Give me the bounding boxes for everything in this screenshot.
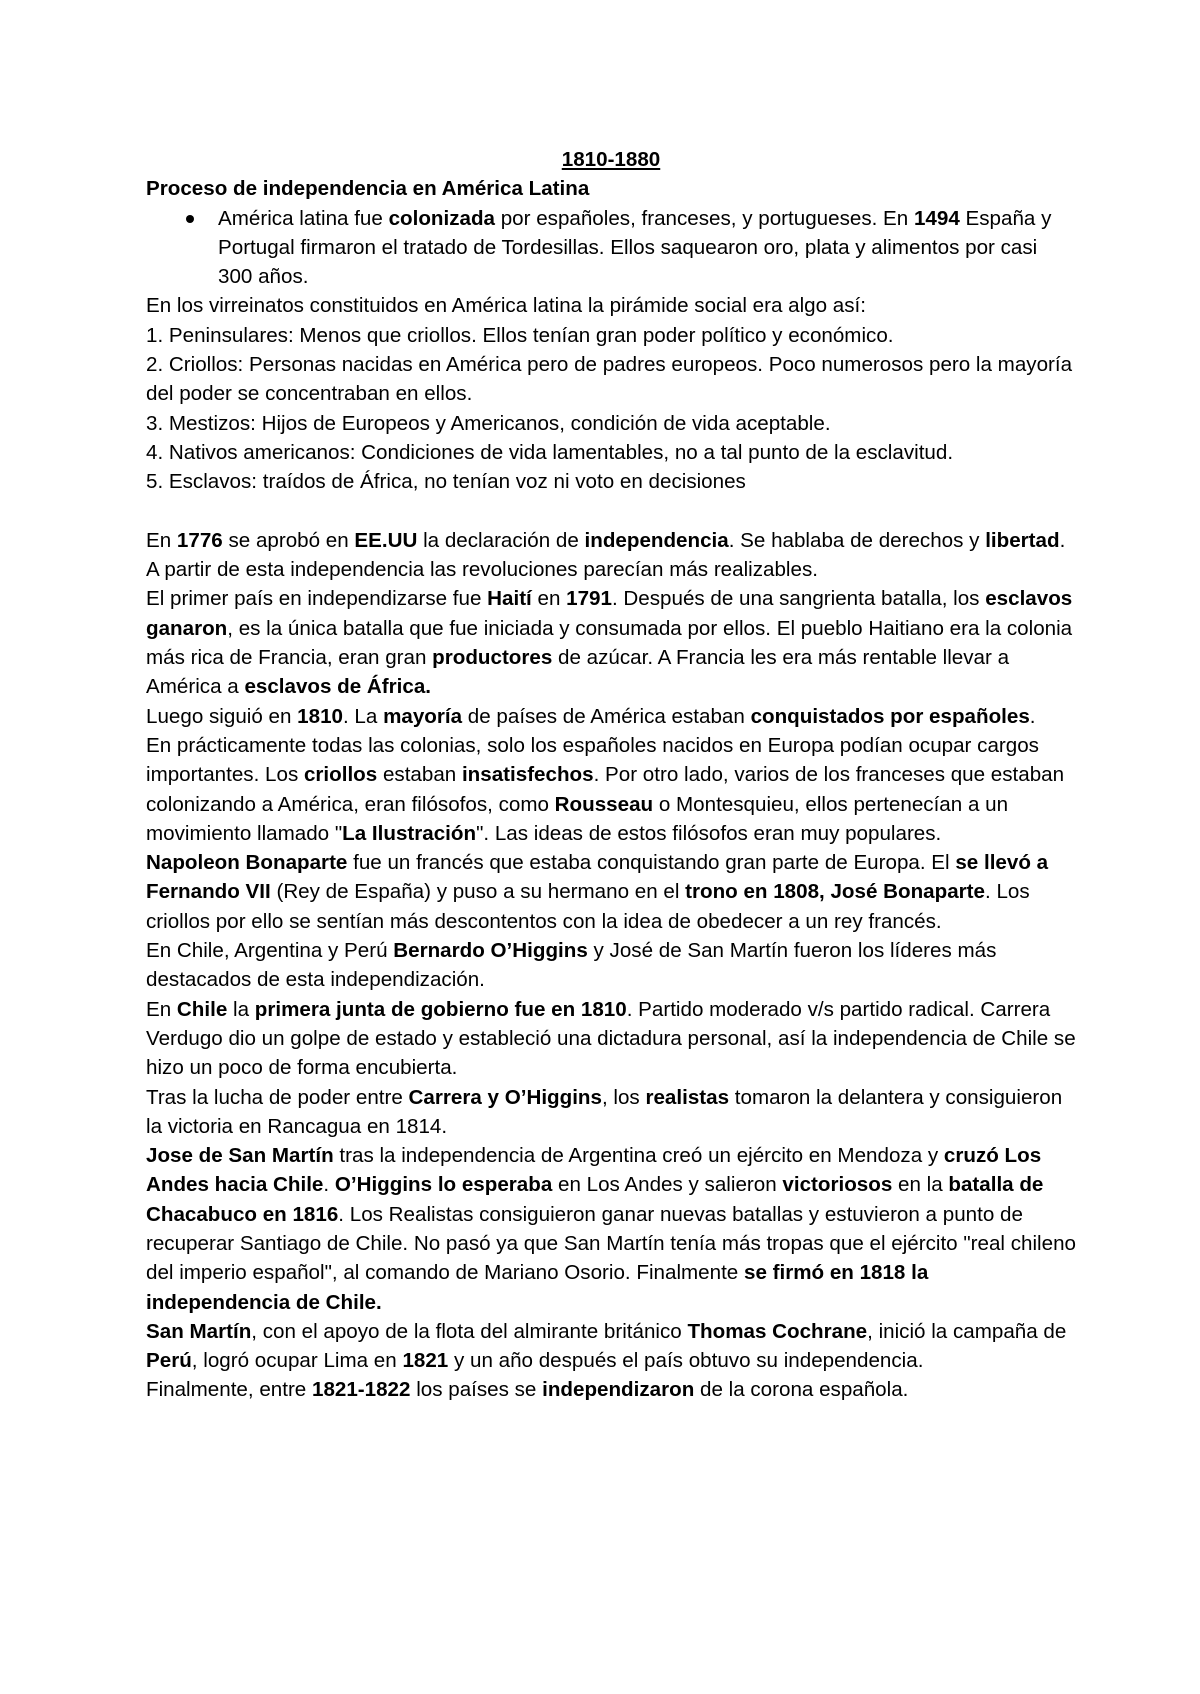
paragraph xyxy=(146,350,1076,409)
text-run: . Por otro lado, varios de los franceses que estaban colonizando a América, eran filósofos, como xyxy=(146,763,1065,816)
bold-text: Bernardo O’Higgins xyxy=(393,939,588,963)
text-run: . La xyxy=(342,704,384,728)
page-subtitle: Proceso de independencia en América Latina xyxy=(146,177,590,201)
paragraph xyxy=(146,731,1076,848)
bold-text: San Martín xyxy=(146,1319,252,1343)
bold-text: 1810 xyxy=(297,704,343,728)
bold-text: Napoleon Bonaparte xyxy=(146,851,348,875)
paragraph xyxy=(146,702,1076,731)
paragraph xyxy=(146,291,1076,320)
text-run: . Después de una sangrienta batalla, los xyxy=(611,587,986,611)
text-run: En Chile, Argentina y Perú xyxy=(146,939,394,963)
bold-text: Chile xyxy=(176,997,228,1021)
bold-text: Perú xyxy=(146,1349,192,1373)
bold-text: O’Higgins lo esperaba xyxy=(334,1173,553,1197)
text-run: 1. Peninsulares: Menos que criollos. Ellos tenían gran poder político y económico. xyxy=(146,323,894,347)
text-run: en Los Andes y salieron xyxy=(552,1173,783,1197)
bold-text: realistas xyxy=(645,1085,730,1109)
bold-text: independizaron xyxy=(542,1378,695,1402)
paragraph xyxy=(146,1375,1076,1404)
text-run: El primer país en independizarse fue xyxy=(146,587,488,611)
text-run: Luego siguió en xyxy=(146,704,298,728)
text-run: 4. Nativos americanos: Condiciones de vida lamentables, no a tal punto de la esclavitud. xyxy=(146,440,954,464)
text-run: tomaron la delantera y consiguieron la victoria en Rancagua en 1814. xyxy=(146,1085,1063,1138)
bold-text: batalla de Chacabuco en 1816 xyxy=(146,1173,1044,1226)
text-run: 3. Mestizos: Hijos de Europeos y Americanos, condición de vida aceptable. xyxy=(146,411,831,435)
bold-text: Carrera y O’Higgins xyxy=(408,1085,602,1109)
bullet-list xyxy=(146,204,1076,292)
document-body xyxy=(146,145,1076,1405)
bold-text: EE.UU xyxy=(354,528,418,552)
text-run: Tras la lucha de poder entre xyxy=(146,1085,409,1109)
bold-text: colonizada xyxy=(388,206,495,230)
text-run: . A partir de esta independencia las revoluciones parecían más realizables. xyxy=(146,528,1066,582)
text-run: En xyxy=(146,528,177,552)
bold-text: independencia xyxy=(584,528,729,552)
paragraph xyxy=(146,438,1076,467)
text-run: . xyxy=(1029,704,1036,728)
bold-text: La Ilustración xyxy=(342,821,477,845)
bold-text: insatisfechos xyxy=(461,763,594,787)
paragraph xyxy=(146,848,1076,936)
bold-text: libertad xyxy=(985,528,1060,552)
bold-text: primera junta de gobierno fue en 1810 xyxy=(254,997,627,1021)
paragraph xyxy=(146,584,1076,701)
text-run: por españoles, franceses, y portugueses. En xyxy=(494,206,914,230)
text-run: 5. Esclavos: traídos de África, no tenían voz ni voto en decisiones xyxy=(146,470,746,494)
bold-text: esclavos ganaron xyxy=(146,587,1073,640)
text-run: los países se xyxy=(410,1378,543,1402)
bold-text: victoriosos xyxy=(782,1173,893,1197)
text-run: , logró ocupar Lima en xyxy=(191,1349,403,1373)
text-run: en xyxy=(531,587,567,611)
text-run: de la corona española. xyxy=(694,1378,909,1402)
text-run: España y Portugal firmaron el tratado de Tordesillas. Ellos saquearon oro, plata y alimentos por casi 300 años. xyxy=(218,206,1052,289)
paragraph xyxy=(146,321,1076,350)
text-run: o Montesquieu, ellos pertenecían a un movimiento llamado " xyxy=(146,792,1009,845)
bold-text: mayoría xyxy=(383,704,463,728)
bold-text: Haití xyxy=(487,587,532,611)
text-run: En xyxy=(146,997,177,1021)
text-run: América latina fue xyxy=(218,206,389,230)
paragraph xyxy=(146,1141,1076,1317)
text-run: . Los Realistas consiguieron ganar nuevas batallas y estuvieron a punto de recuperar Santiago de Chile. No pasó ya que San Martín tenía más tropas que el ejército "real chileno del imperio español", al comando de Mariano Osorio. Finalmente xyxy=(146,1202,1076,1285)
paragraph xyxy=(146,995,1076,1083)
bold-text: esclavos de África. xyxy=(244,675,432,699)
bold-text: Jose de San Martín xyxy=(146,1144,334,1168)
paragraphs xyxy=(146,291,1076,1404)
paragraph xyxy=(146,1083,1076,1142)
text-run: En prácticamente todas las colonias, solo los españoles nacidos en Europa podían ocupar cargos importantes. Los xyxy=(146,733,1039,787)
blank-line xyxy=(146,497,1076,526)
text-run: (Rey de España) y puso a su hermano en el xyxy=(270,880,686,904)
text-run: de países de América estaban xyxy=(462,704,751,728)
text-run: . Partido moderado v/s partido radical. Carrera Verdugo dio un golpe de estado y estableció una dictadura personal, así la independencia de Chile se hizo un poco de forma encubierta. xyxy=(146,997,1076,1080)
text-run: ". Las ideas de estos filósofos eran muy populares. xyxy=(476,821,942,845)
bold-text: se firmó en 1818 la independencia de Chile. xyxy=(146,1261,929,1314)
bold-text: Thomas Cochrane xyxy=(687,1319,868,1343)
text-run: , es la única batalla que fue iniciada y consumada por ellos. El pueblo Haitiano era la colonia más rica de Francia, eran gran xyxy=(146,616,1073,670)
page-title: 1810-1880 xyxy=(561,148,661,171)
text-run: . Se hablaba de derechos y xyxy=(728,528,986,552)
bullet-item xyxy=(146,204,1076,292)
paragraph xyxy=(146,526,1076,585)
text-run: y José de San Martín fueron los líderes más destacados de esta independización. xyxy=(146,939,997,992)
text-run: , inició la campaña de xyxy=(867,1319,1067,1343)
bullet-dot-icon xyxy=(186,215,194,223)
text-run: 2. Criollos: Personas nacidas en América pero de padres europeos. Poco numerosos pero la mayoría del poder se concentraban en ellos. xyxy=(146,353,1073,406)
bold-text: productores xyxy=(432,646,553,670)
bold-text: 1494 xyxy=(913,206,960,230)
bold-text: cruzó Los Andes hacia Chile xyxy=(146,1144,1042,1197)
bold-text: 1776 xyxy=(176,528,223,552)
text-run: , los xyxy=(601,1085,646,1109)
text-run: se aprobó en xyxy=(222,528,355,552)
paragraph xyxy=(146,409,1076,438)
text-run: , con el apoyo de la flota del almirante británico xyxy=(251,1319,688,1343)
bold-text: conquistados por españoles xyxy=(750,704,1030,728)
text-run: y un año después el país obtuvo su independencia. xyxy=(448,1349,924,1373)
bold-text: 1821-1822 xyxy=(311,1378,411,1402)
bold-text: 1791 xyxy=(566,587,612,611)
text-run: en la xyxy=(892,1173,949,1197)
bold-text: Rousseau xyxy=(554,792,654,816)
paragraph xyxy=(146,1317,1076,1376)
text-run: estaban xyxy=(377,763,462,787)
bold-text: trono en 1808, José Bonaparte xyxy=(685,880,985,904)
text-run: Finalmente, entre xyxy=(146,1378,312,1402)
text-run: En los virreinatos constituidos en América latina la pirámide social era algo así: xyxy=(146,294,866,318)
text-run: tras la independencia de Argentina creó un ejército en Mendoza y xyxy=(333,1144,944,1168)
bold-text: se llevó a Fernando VII xyxy=(146,851,1049,904)
paragraph xyxy=(146,467,1076,496)
text-run: fue un francés que estaba conquistando gran parte de Europa. El xyxy=(347,851,956,875)
text-run: . xyxy=(323,1173,335,1197)
bold-text: 1821 xyxy=(402,1349,449,1373)
text-run: la xyxy=(227,997,255,1021)
text-run: la declaración de xyxy=(417,528,585,552)
paragraph xyxy=(146,936,1076,995)
text-run: de azúcar. A Francia les era más rentable llevar a América a xyxy=(146,646,1010,699)
bold-text: criollos xyxy=(303,763,378,787)
text-run: . Los criollos por ello se sentían más descontentos con la idea de obedecer a un rey francés. xyxy=(146,880,1030,933)
